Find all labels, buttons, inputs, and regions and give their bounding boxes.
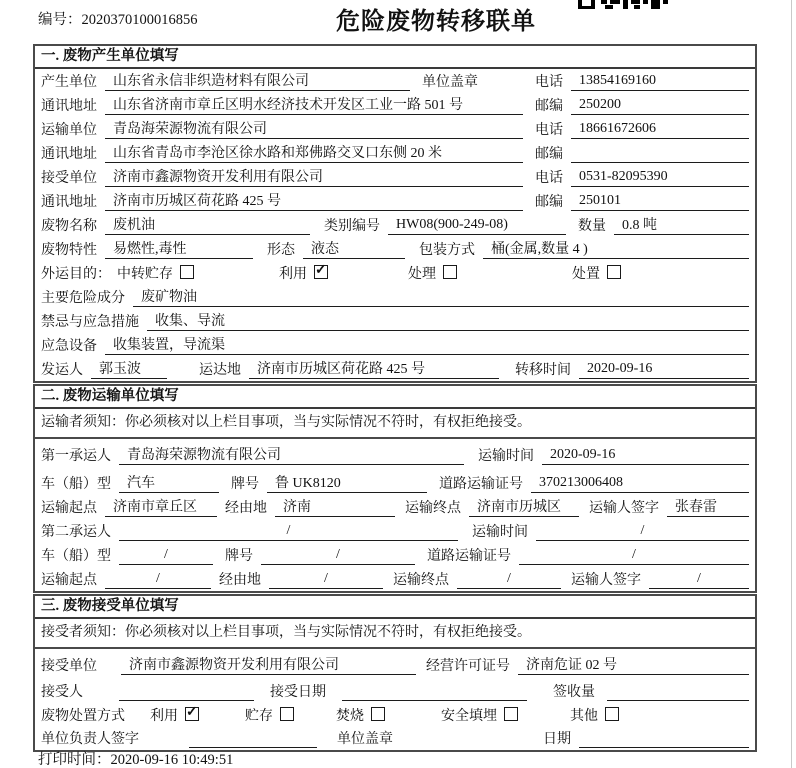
page-title: 危险废物转移联单 — [336, 9, 536, 35]
option-label: 焚烧 — [336, 709, 364, 724]
waste-character-value: 易燃性,毒性 — [105, 238, 253, 259]
waste-name-label: 废物名称 — [41, 219, 97, 234]
emergency-measures-label: 禁忌与应急措施 — [41, 315, 139, 330]
hazard-component-value: 废矿物油 — [133, 286, 749, 307]
disposal-option-landfill — [441, 705, 518, 725]
transport-time-value: / — [536, 523, 749, 541]
address-value: 山东省青岛市李沧区徐水路和郑佛路交叉口东侧 20 米 — [105, 142, 523, 163]
option-label: 利用 — [279, 267, 307, 282]
unit-seal-label: 单位盖章 — [422, 75, 478, 90]
disposal-option-store — [245, 705, 294, 725]
date-value — [579, 730, 749, 748]
page-edge-line — [791, 0, 792, 768]
second-carrier-label: 第二承运人 — [41, 525, 111, 540]
section-transporter-title: 二. 废物运输单位填写 — [35, 386, 755, 409]
producer-row — [35, 69, 755, 93]
serial-label: 编号： — [38, 12, 82, 28]
endpoint-value: / — [457, 571, 561, 589]
checkbox-utilize — [185, 707, 199, 721]
emergency-equipment-row — [35, 333, 755, 357]
origin-value: / — [105, 571, 211, 589]
producer-value: 山东省永信非织造材料有限公司 — [105, 70, 410, 91]
road-license-value: 370213006408 — [531, 475, 749, 493]
emergency-equipment-value: 收集装置，导流渠 — [105, 334, 749, 355]
option-label: 利用 — [150, 709, 178, 724]
receiver-label: 接受单位 — [41, 171, 97, 186]
zip-value — [571, 145, 749, 163]
carrier-sign-value: 张春雷 — [667, 496, 749, 517]
destination-label: 运达地 — [199, 363, 241, 378]
serial-number — [38, 8, 198, 29]
vehicle-type-value: / — [119, 547, 213, 565]
accept-date-label: 接受日期 — [270, 685, 326, 700]
packing-label: 包装方式 — [419, 243, 475, 258]
section-transporter — [33, 384, 757, 593]
option-label: 安全填埋 — [441, 709, 497, 724]
disposal-option-utilize — [150, 705, 199, 725]
checkbox-store — [280, 707, 294, 721]
transport-time-label: 运输时间 — [478, 449, 534, 464]
qr-code-fragment — [578, 0, 668, 10]
head-signature-label: 单位负责人签字 — [41, 732, 139, 747]
address-label: 通讯地址 — [41, 147, 97, 162]
category-code-label: 类别编号 — [324, 219, 380, 234]
route-row — [35, 495, 755, 519]
plate-label: 牌号 — [225, 549, 253, 564]
route-row-2 — [35, 567, 755, 591]
transporter-row — [35, 117, 755, 141]
purpose-option-utilize — [279, 263, 328, 283]
checkbox-landfill — [504, 707, 518, 721]
form-value: 液态 — [303, 238, 405, 259]
checkbox-other — [605, 707, 619, 721]
address-label: 通讯地址 — [41, 99, 97, 114]
transporter-address-row — [35, 141, 755, 165]
head-signature-row — [35, 727, 755, 750]
accept-unit-label: 接受单位 — [41, 659, 97, 674]
disposal-option-other — [570, 705, 619, 725]
zip-label: 邮编 — [535, 99, 563, 114]
acceptor-row — [35, 677, 755, 703]
unit-seal-label: 单位盖章 — [337, 732, 393, 747]
vehicle-type-label: 车（船）型 — [41, 549, 111, 564]
form-label: 形态 — [267, 243, 295, 258]
permit-number-label: 经营许可证号 — [426, 659, 510, 674]
producer-label: 产生单位 — [41, 75, 97, 90]
emergency-equipment-label: 应急设备 — [41, 339, 97, 354]
purpose-row — [35, 261, 755, 285]
purpose-option-transfer-storage — [117, 263, 194, 283]
phone-value: 18661672606 — [571, 121, 749, 139]
section-producer — [33, 44, 757, 383]
transporter-value: 青岛海荣源物流有限公司 — [105, 118, 523, 139]
acceptor-value — [119, 683, 254, 701]
first-carrier-value: 青岛海荣源物流有限公司 — [119, 444, 464, 465]
transfer-time-label: 转移时间 — [515, 363, 571, 378]
disposal-method-label: 废物处置方式 — [41, 709, 125, 724]
address-value: 济南市历城区荷花路 425 号 — [105, 190, 523, 211]
via-value: / — [269, 571, 383, 589]
section-producer-title: 一. 废物产生单位填写 — [35, 46, 755, 69]
waste-name-row — [35, 213, 755, 237]
carrier-sign-label: 运输人签字 — [571, 573, 641, 588]
option-label: 处置 — [572, 267, 600, 282]
first-carrier-label: 第一承运人 — [41, 449, 111, 464]
receiver-address-row — [35, 189, 755, 213]
producer-address-row — [35, 93, 755, 117]
receiver-value: 济南市鑫源物资开发利用有限公司 — [105, 166, 523, 187]
transfer-time-value: 2020-09-16 — [579, 361, 749, 379]
plate-value: 鲁 UK8120 — [267, 472, 427, 493]
quantity-label: 数量 — [578, 219, 606, 234]
shipper-row — [35, 357, 755, 381]
hazard-component-row — [35, 285, 755, 309]
transport-time-label: 运输时间 — [472, 525, 528, 540]
waste-character-label: 废物特性 — [41, 243, 97, 258]
transporter-notice: 运输者须知：你必须核对以上栏目事项，当与实际情况不符时，有权拒绝接受。 — [35, 409, 755, 439]
disposal-method-row — [35, 703, 755, 727]
hazard-component-label: 主要危险成分 — [41, 291, 125, 306]
phone-label: 电话 — [535, 123, 563, 138]
phone-label: 电话 — [535, 171, 563, 186]
road-license-label: 道路运输证号 — [427, 549, 511, 564]
second-carrier-row — [35, 519, 755, 543]
origin-label: 运输起点 — [41, 573, 97, 588]
emergency-measures-row — [35, 309, 755, 333]
receiver-row — [35, 165, 755, 189]
vehicle-type-label: 车（船）型 — [41, 477, 111, 492]
zip-value: 250101 — [571, 193, 749, 211]
head-signature-value — [189, 730, 317, 748]
vehicle-type-value: 汽车 — [119, 472, 219, 493]
permit-number-value: 济南危证 02 号 — [518, 654, 749, 675]
accept-unit-row — [35, 649, 755, 677]
checkbox-utilize — [314, 265, 328, 279]
second-carrier-value: / — [119, 523, 458, 541]
plate-label: 牌号 — [231, 477, 259, 492]
zip-label: 邮编 — [535, 147, 563, 162]
serial-value: 2020370100016856 — [81, 12, 198, 28]
date-label: 日期 — [543, 732, 571, 747]
via-label: 经由地 — [219, 573, 261, 588]
signed-quantity-label: 签收量 — [553, 685, 595, 700]
shipper-label: 发运人 — [41, 363, 83, 378]
phone-label: 电话 — [535, 75, 563, 90]
phone-value: 0531-82095390 — [571, 169, 749, 187]
origin-label: 运输起点 — [41, 501, 97, 516]
checkbox-treat — [443, 265, 457, 279]
waste-character-row — [35, 237, 755, 261]
checkbox-transfer-storage — [180, 265, 194, 279]
print-time — [38, 748, 233, 768]
section-receiver-title: 三. 废物接受单位填写 — [35, 596, 755, 619]
packing-value: 桶(金属,数量 4 ) — [483, 238, 749, 259]
destination-value: 济南市历城区荷花路 425 号 — [249, 358, 499, 379]
category-code-value: HW08(900-249-08) — [388, 217, 566, 235]
transporter-label: 运输单位 — [41, 123, 97, 138]
endpoint-value: 济南市历城区 — [469, 496, 579, 517]
acceptor-label: 接受人 — [41, 685, 83, 700]
purpose-option-dispose — [572, 263, 621, 283]
first-carrier-row — [35, 439, 755, 467]
accept-unit-value: 济南市鑫源物资开发利用有限公司 — [121, 654, 416, 675]
emergency-measures-value: 收集、导流 — [147, 310, 749, 331]
transport-time-value: 2020-09-16 — [542, 447, 749, 465]
origin-value: 济南市章丘区 — [105, 496, 217, 517]
option-label: 处理 — [408, 267, 436, 282]
signed-quantity-value — [607, 683, 749, 701]
accept-date-value — [342, 683, 527, 701]
option-label: 中转贮存 — [117, 267, 173, 282]
via-value: 济南 — [275, 496, 395, 517]
shipper-value: 郭玉波 — [91, 358, 167, 379]
disposal-option-incinerate — [336, 705, 385, 725]
purpose-label: 外运目的： — [41, 267, 111, 282]
checkbox-dispose — [607, 265, 621, 279]
quantity-value: 0.8 吨 — [614, 214, 749, 235]
section-receiver — [33, 594, 757, 752]
receiver-notice: 接受者须知：你必须核对以上栏目事项，当与实际情况不符时，有权拒绝接受。 — [35, 619, 755, 649]
phone-value: 13854169160 — [571, 73, 749, 91]
plate-value: / — [261, 547, 415, 565]
print-time-label: 打印时间： — [38, 752, 111, 768]
address-value: 山东省济南市章丘区明水经济技术开发区工业一路 501 号 — [105, 94, 523, 115]
purpose-option-treat — [408, 263, 457, 283]
carrier-sign-label: 运输人签字 — [589, 501, 659, 516]
road-license-value: / — [519, 547, 749, 565]
zip-value: 250200 — [571, 97, 749, 115]
via-label: 经由地 — [225, 501, 267, 516]
endpoint-label: 运输终点 — [405, 501, 461, 516]
zip-label: 邮编 — [535, 195, 563, 210]
option-label: 贮存 — [245, 709, 273, 724]
vehicle-row — [35, 467, 755, 495]
endpoint-label: 运输终点 — [393, 573, 449, 588]
waste-name-value: 废机油 — [105, 214, 310, 235]
road-license-label: 道路运输证号 — [439, 477, 523, 492]
carrier-sign-value: / — [649, 571, 749, 589]
checkbox-incinerate — [371, 707, 385, 721]
print-time-value: 2020-09-16 10:49:51 — [110, 752, 234, 768]
address-label: 通讯地址 — [41, 195, 97, 210]
vehicle-row-2 — [35, 543, 755, 567]
option-label: 其他 — [570, 709, 598, 724]
